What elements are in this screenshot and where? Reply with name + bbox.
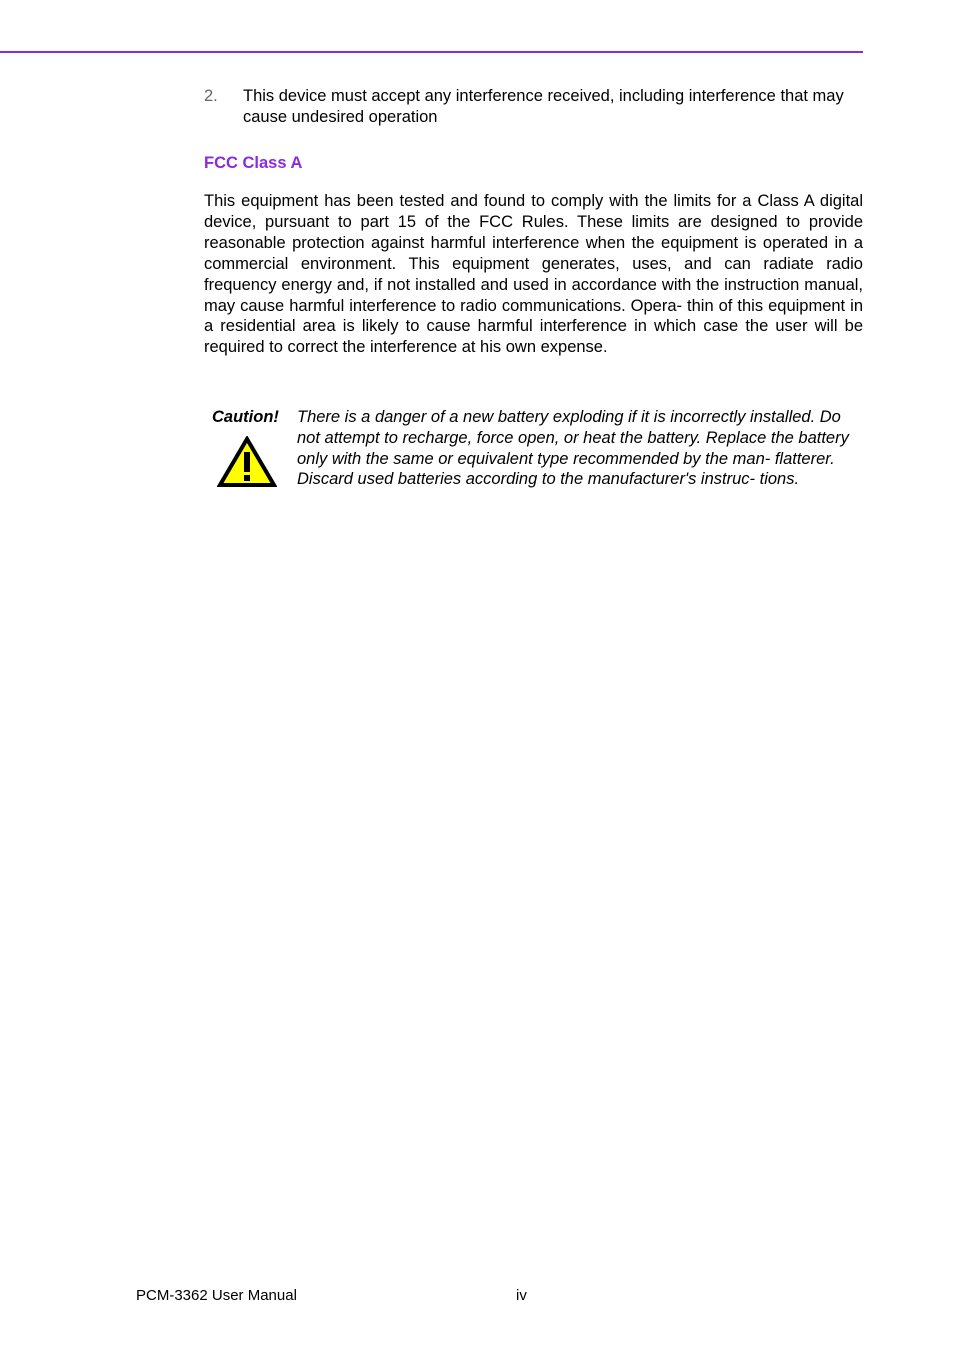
warning-triangle-icon (217, 436, 277, 488)
list-number: 2. (204, 87, 218, 105)
list-text: This device must accept any interference received, including interference that may cause undesired operation (243, 87, 844, 126)
section-heading: FCC Class A (204, 154, 303, 172)
caution-label: Caution! (212, 408, 279, 426)
caution-text: There is a danger of a new battery exploding if it is incorrectly installed. Do not attempt to recharge, force open, or heat the battery. Replace the battery only with the same or equivalent type recommended by the man- flatterer. Discard used batteries according to the manufacturer's instruc- tions. (297, 408, 849, 489)
header-rule (0, 51, 863, 53)
footer-page-number: iv (516, 1287, 527, 1304)
footer-manual-title: PCM-3362 User Manual (136, 1287, 297, 1304)
section-body: This equipment has been tested and found to comply with the limits for a Class A digital device, pursuant to part 15 of the FCC Rules. These limits are designed to provide reasonable protection against harmful interference when the equipment is operated in a commercial environment. This equipment generates, uses, and can radiate radio frequency energy and, if not installed and used in accordance with the instruction manual, may cause harmful interference to radio communications. Opera- thin of this equipment in a residential area is likely to cause harmful interference in which case the user will be required to correct the interference at his own expense. (204, 192, 863, 357)
list-item (204, 86, 864, 128)
